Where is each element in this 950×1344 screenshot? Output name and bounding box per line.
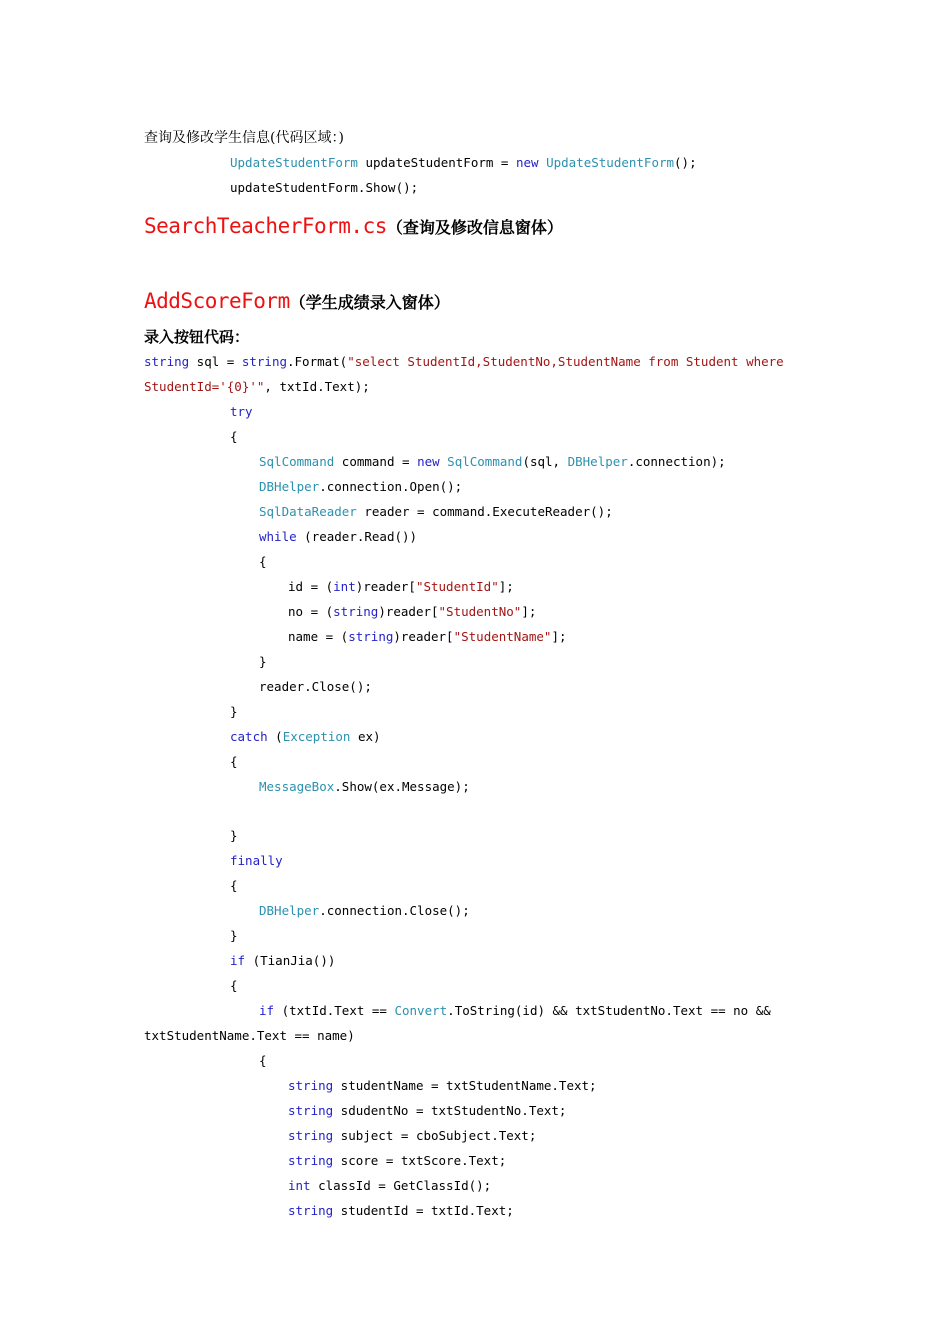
code-line-while xyxy=(259,527,417,547)
code-line-brace: } xyxy=(230,828,238,843)
code-text: name = ( xyxy=(288,629,349,644)
code-text: ( xyxy=(267,729,283,744)
code-line-catch xyxy=(230,727,381,747)
code-keyword: string xyxy=(333,604,379,619)
code-line-if-cond-1 xyxy=(259,1001,771,1021)
code-string: "StudentNo" xyxy=(438,604,522,619)
code-text: subject = cboSubject.Text; xyxy=(333,1128,537,1143)
code-line-decl-subject xyxy=(288,1126,536,1146)
code-line-id xyxy=(288,577,514,597)
code-string: "StudentId" xyxy=(415,579,499,594)
code-line-command xyxy=(259,452,726,472)
code-text: (txtId.Text == xyxy=(274,1003,395,1018)
code-line-decl-student-id xyxy=(288,1201,514,1221)
code-keyword: if xyxy=(259,1003,275,1018)
code-line-brace: { xyxy=(259,1053,267,1068)
code-text: id = ( xyxy=(288,579,334,594)
code-line-if-cond-2: txtStudentName.Text == name) xyxy=(144,1028,355,1043)
code-text: classId = GetClassId(); xyxy=(310,1178,492,1193)
code-type: SqlCommand xyxy=(447,454,523,469)
code-string: StudentId='{0}'" xyxy=(144,379,265,394)
section-title: SearchTeacherForm.cs xyxy=(144,214,387,238)
code-line-name xyxy=(288,627,567,647)
code-text: )reader[ xyxy=(355,579,416,594)
code-type: MessageBox xyxy=(259,779,335,794)
code-text: ex) xyxy=(350,729,381,744)
code-line-if-tianjia xyxy=(230,951,335,971)
code-keyword: string xyxy=(241,354,287,369)
code-type: DBHelper xyxy=(259,903,320,918)
code-line-brace: { xyxy=(230,978,238,993)
code-text: .Show(ex.Message); xyxy=(334,779,470,794)
code-line-try: try xyxy=(230,404,253,419)
code-text: (sql, xyxy=(522,454,568,469)
code-keyword: string xyxy=(288,1203,334,1218)
section-title: AddScoreForm xyxy=(144,289,290,313)
section-note: （学生成绩录入窗体） xyxy=(289,293,450,312)
code-text: sql = xyxy=(189,354,242,369)
code-keyword: int xyxy=(333,579,356,594)
code-text: .connection.Close(); xyxy=(319,903,470,918)
code-line-reader-close: reader.Close(); xyxy=(259,679,372,694)
code-line-brace: } xyxy=(230,704,238,719)
code-line-sql-1 xyxy=(144,352,784,372)
code-line-brace: } xyxy=(230,928,238,943)
code-line-reader xyxy=(259,502,613,522)
code-text: .connection); xyxy=(627,454,726,469)
code-line-show: updateStudentForm.Show(); xyxy=(230,180,419,195)
code-keyword: string xyxy=(288,1153,334,1168)
code-text: ]; xyxy=(551,629,567,644)
code-keyword: catch xyxy=(230,729,268,744)
code-line-decl-sdudent-no xyxy=(288,1101,566,1121)
code-text: reader = command.ExecuteReader(); xyxy=(356,504,613,519)
code-keyword: string xyxy=(288,1103,334,1118)
section-heading-search xyxy=(144,212,563,243)
code-line-open-conn xyxy=(259,477,462,497)
code-line-finally: finally xyxy=(230,853,283,868)
code-keyword: while xyxy=(259,529,297,544)
code-text: , txtId.Text); xyxy=(264,379,370,394)
code-line-brace: { xyxy=(259,554,267,569)
code-type: DBHelper xyxy=(259,479,320,494)
code-line-brace: { xyxy=(230,429,238,444)
code-line-decl-score xyxy=(288,1151,506,1171)
code-line-decl-student-name xyxy=(288,1076,597,1096)
code-string: "select StudentId,StudentNo,StudentName from Student where xyxy=(347,354,784,369)
code-line-close-conn xyxy=(259,901,470,921)
code-text: )reader[ xyxy=(378,604,439,619)
code-keyword: string xyxy=(288,1128,334,1143)
code-text: ]; xyxy=(521,604,537,619)
code-text: ]; xyxy=(498,579,514,594)
code-keyword: if xyxy=(230,953,246,968)
code-text: (TianJia()) xyxy=(245,953,336,968)
code-type: Exception xyxy=(282,729,351,744)
code-text: )reader[ xyxy=(393,629,454,644)
code-line-brace: { xyxy=(230,754,238,769)
code-text: .ToString(id) && txtStudentNo.Text == no && xyxy=(447,1003,771,1018)
code-line-brace: } xyxy=(259,654,267,669)
code-keyword: string xyxy=(288,1078,334,1093)
code-line-new-update-form xyxy=(230,153,697,173)
code-type: Convert xyxy=(394,1003,448,1018)
code-line-decl-class-id xyxy=(288,1176,491,1196)
code-line-no xyxy=(288,602,536,622)
code-text: sdudentNo = txtStudentNo.Text; xyxy=(333,1103,567,1118)
code-string: "StudentName" xyxy=(453,629,552,644)
code-text: studentId = txtId.Text; xyxy=(333,1203,514,1218)
code-keyword: new xyxy=(515,155,539,170)
code-text: (reader.Read()) xyxy=(296,529,418,544)
code-line-messagebox xyxy=(259,777,470,797)
code-type: SqlDataReader xyxy=(259,504,357,519)
code-text: (); xyxy=(674,155,697,170)
code-keyword: int xyxy=(288,1178,311,1193)
section-note: （查询及修改信息窗体） xyxy=(386,218,563,237)
code-keyword: new xyxy=(417,454,440,469)
code-type: DBHelper xyxy=(567,454,628,469)
code-text: .connection.Open(); xyxy=(319,479,463,494)
code-type: UpdateStudentForm xyxy=(230,155,358,170)
code-keyword: string xyxy=(144,354,190,369)
code-text: updateStudentForm = xyxy=(357,155,516,170)
code-text: command = xyxy=(334,454,418,469)
code-text: studentName = txtStudentName.Text; xyxy=(333,1078,597,1093)
code-keyword: string xyxy=(348,629,394,644)
code-line-sql-2 xyxy=(144,377,370,397)
code-type: SqlCommand xyxy=(259,454,335,469)
code-type: UpdateStudentForm xyxy=(546,155,675,170)
code-text: score = txtScore.Text; xyxy=(333,1153,507,1168)
button-code-label: 录入按钮代码： xyxy=(144,328,250,346)
intro-heading: 查询及修改学生信息(代码区域：) xyxy=(144,130,344,146)
code-text: no = ( xyxy=(288,604,334,619)
code-line-brace: { xyxy=(230,878,238,893)
code-text: .Format( xyxy=(287,354,348,369)
section-heading-add-score xyxy=(144,287,450,318)
